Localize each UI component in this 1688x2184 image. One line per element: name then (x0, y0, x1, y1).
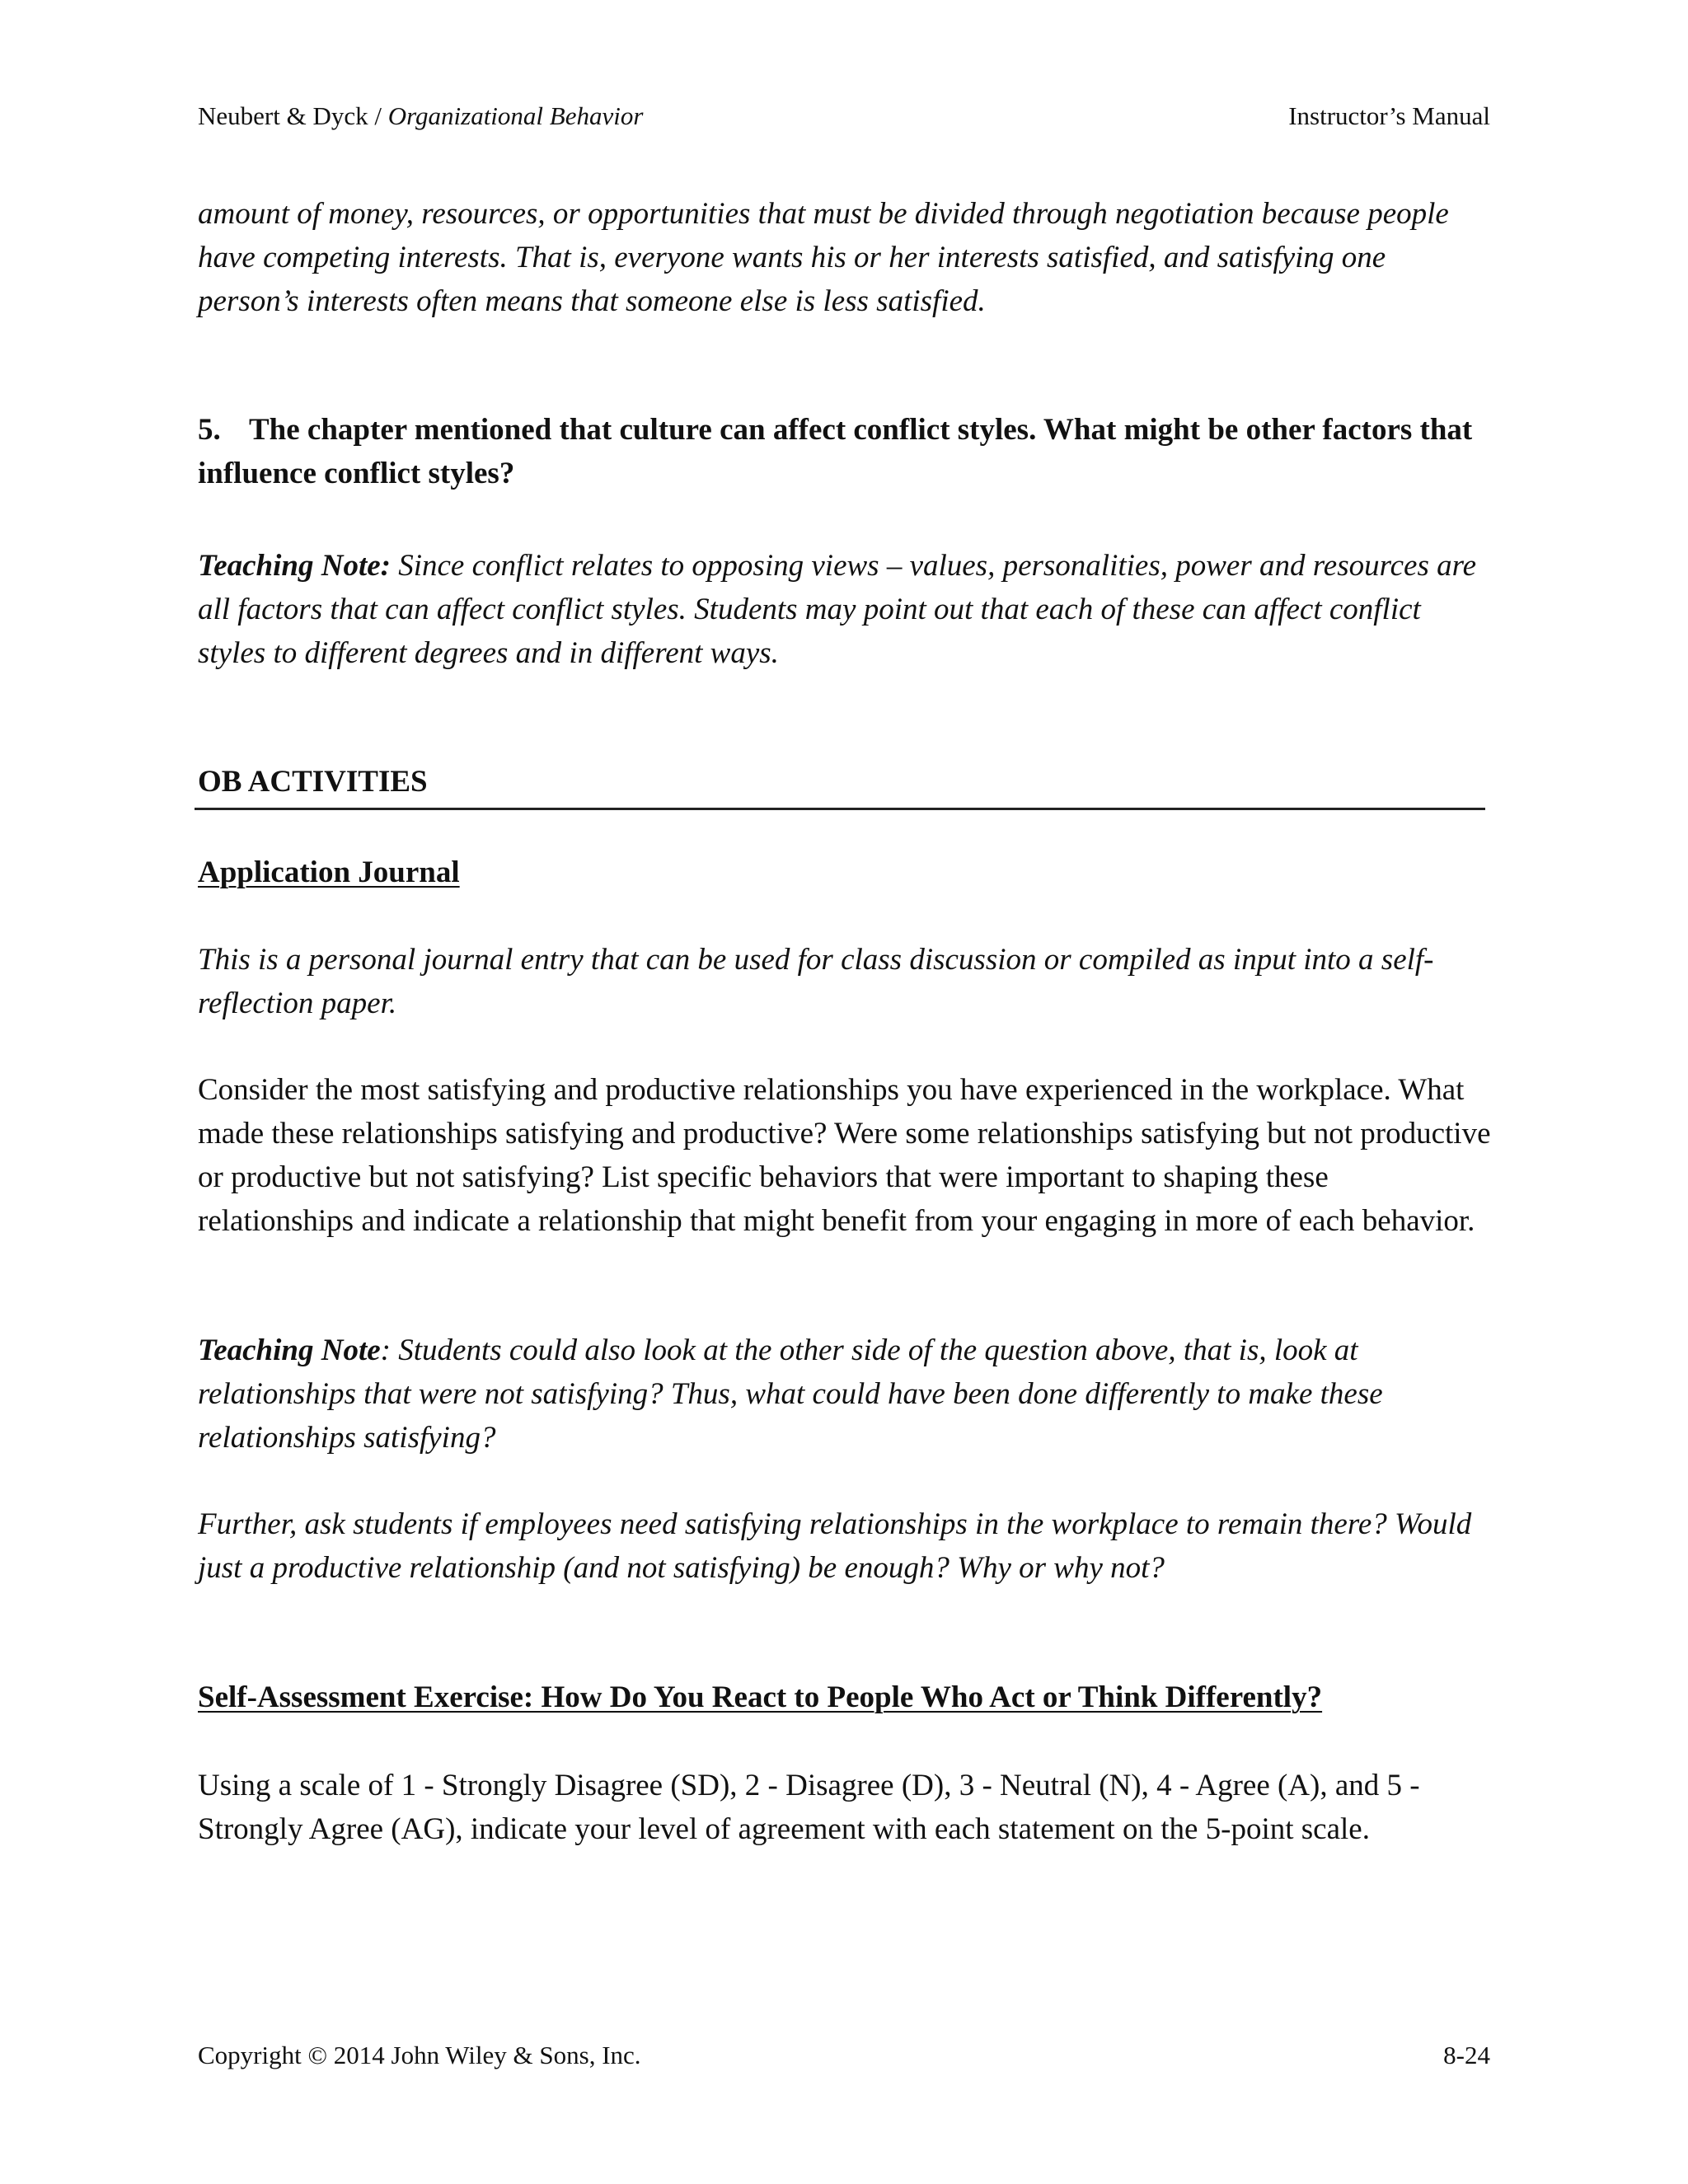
question-text: The chapter mentioned that culture can affect conflict styles. What might be other factors that influence conflict styles? (198, 413, 1473, 490)
application-journal-title: Application Journal (198, 855, 460, 889)
page-footer (198, 2040, 1490, 2071)
header-authors: Neubert & Dyck / (198, 101, 388, 130)
footer-page-number: 8-24 (1443, 2041, 1490, 2069)
teaching-note-label: Teaching Note (198, 1333, 381, 1367)
application-journal-heading (198, 851, 1492, 894)
section-heading: OB ACTIVITIES (198, 765, 428, 799)
header-left (198, 101, 643, 132)
application-journal-intro: This is a personal journal entry that can be used for class discussion or compiled as input into a self-reflection paper. (198, 943, 1434, 1020)
self-assessment-body: Using a scale of 1 - Strongly Disagree (SD), 2 - Disagree (D), 3 - Neutral (N), 4 - Agree (A), and 5 - Strongly Agree (AG), indicate your level of agreement with each statement on the 5-point scale. (198, 1769, 1420, 1846)
footer-copyright: Copyright © 2014 John Wiley & Sons, Inc. (198, 2041, 641, 2069)
further-note: Further, ask students if employees need satisfying relationships in the workplace to remain there? Would just a productive relationship (and not satisfying) be enough? Why or why not? (198, 1507, 1472, 1585)
header-manual: Instructor’s Manual (1288, 101, 1490, 130)
section-divider (195, 808, 1485, 810)
header-book-title: Organizational Behavior (387, 101, 644, 130)
question-5 (198, 408, 1492, 495)
teaching-note-label: Teaching Note: (198, 549, 391, 583)
application-journal-body: Consider the most satisfying and productive relationships you have experienced in the workplace. What made these relationships satisfying and productive? Were some relationships satisfying but not productive or productive but not satisfying? List specific behaviors that were important to shaping these relationships and indicate a relationship that might benefit from your engaging in more of each behavior. (198, 1073, 1491, 1238)
teaching-note-1 (198, 544, 1492, 675)
teaching-note-text: : Students could also look at the other side of the question above, that is, look at relationships that were not satisfying? Thus, what could have been done differently to make these relationships satisfying? (198, 1333, 1383, 1455)
teaching-note-2 (198, 1329, 1492, 1460)
self-assessment-heading (198, 1675, 1492, 1719)
teaching-note-text: Since conflict relates to opposing views – values, personalities, power and resources are all factors that can affect conflict styles. Students may point out that each of these can affect conflict styles to different degrees and in different ways. (198, 549, 1477, 670)
page-header (198, 101, 1490, 132)
self-assessment-title: Self-Assessment Exercise: How Do You React to People Who Act or Think Differently? (198, 1680, 1323, 1714)
question-number: 5. (198, 413, 221, 447)
continued-paragraph: amount of money, resources, or opportunities that must be divided through negotiation because people have competing interests. That is, everyone wants his or her interests satisfied, and satisfying one person’s interests often means that someone else is less satisfied. (198, 197, 1449, 318)
